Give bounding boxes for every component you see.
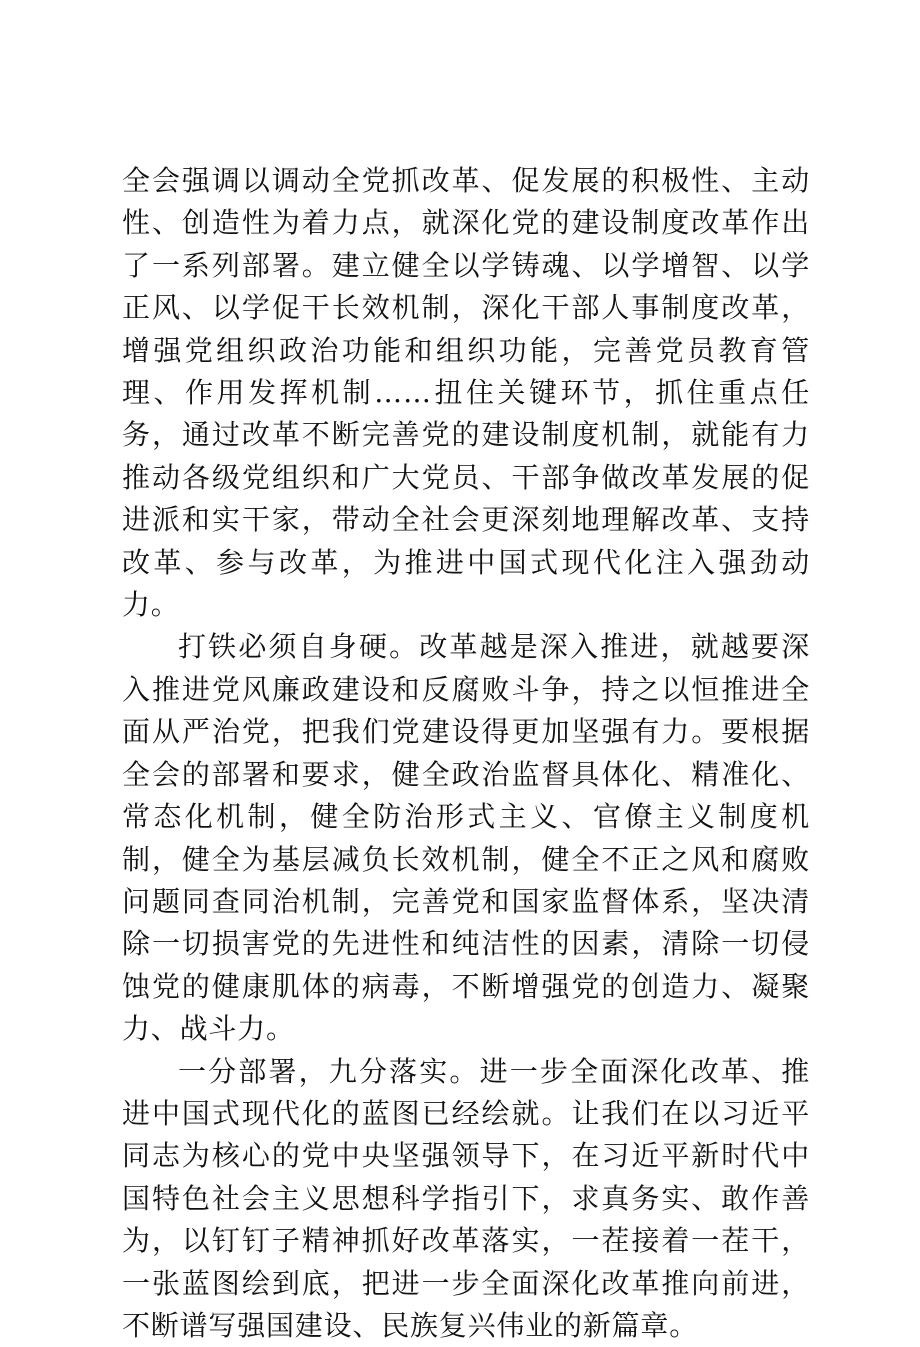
paragraph-implementation: 一分部署，九分落实。进一步全面深化改革、推进中国式现代化的蓝图已经绘就。让我们在以习近平同志为核心的党中央坚强领导下，在习近平新时代中国特色社会主义思想科学指引下，求真务实、敢作善为，以钉钉子精神抓好改革落实，一茬接着一茬干，一张蓝图绘到底，把进一步全面深化改革推向前进，不断谱写强国建设、民族复兴伟业的新篇章。: [122, 1054, 810, 1342]
paragraph-continuation: 全会强调以调动全党抓改革、促发展的积极性、主动性、创造性为着力点，就深化党的建设制度改革作出了一系列部署。建立健全以学铸魂、以学增智、以学正风、以学促干长效机制，深化干部人事制度改革，增强党组织政治功能和组织功能，完善党员教育管理、作用发挥机制……扭住关键环节，抓住重点任务，通过改革不断完善党的建设制度机制，就能有力推动各级党组织和广大党员、干部争做改革发展的促进派和实干家，带动全社会更深刻地理解改革、支持改革、参与改革，为推进中国式现代化注入强劲动力。: [122, 164, 810, 622]
document-body: [122, 160, 810, 1347]
paragraph-anti-corruption: 打铁必须自身硬。改革越是深入推进，就越要深入推进党风廉政建设和反腐败斗争，持之以恒推进全面从严治党，把我们党建设得更加坚强有力。要根据全会的部署和要求，健全政治监督具体化、精准化、常态化机制，健全防治形式主义、官僚主义制度机制，健全为基层减负长效机制，健全不正之风和腐败问题同查同治机制，完善党和国家监督体系，坚决清除一切损害党的先进性和纯洁性的因素，清除一切侵蚀党的健康肌体的病毒，不断增强党的创造力、凝聚力、战斗力。: [122, 630, 810, 1046]
